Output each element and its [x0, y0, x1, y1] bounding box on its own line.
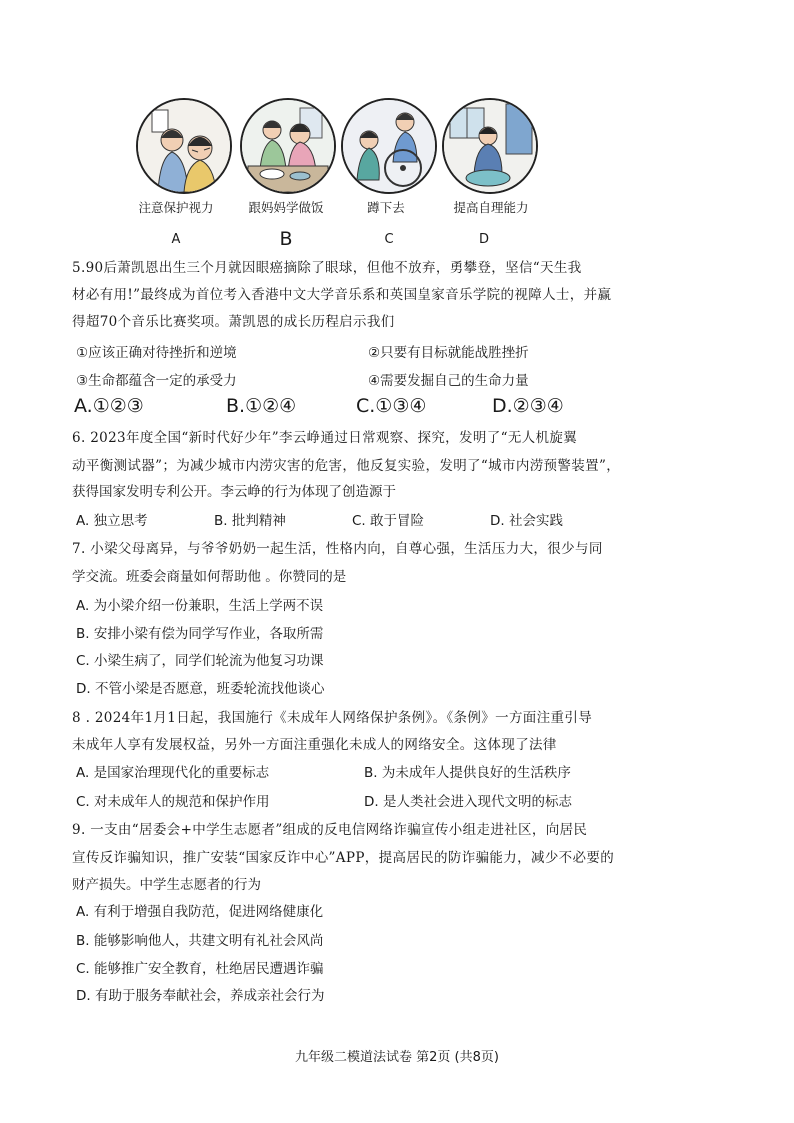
q6-option-b: B. 批判精神: [214, 513, 286, 529]
page-footer: 九年级二模道法试卷 第2页 (共8页): [295, 1050, 499, 1065]
picture-d-self-care: [442, 98, 538, 194]
q6-option-c: C. 敢于冒险: [352, 513, 425, 529]
picture-a-eye-protection: [136, 98, 232, 194]
q5-stem-line-2: 材必有用!”最终成为首位考入香港中文大学音乐系和英国皇家音乐学院的视障人士，并赢: [72, 287, 612, 303]
q9-stem-line-2: 宣传反诈骗知识，推广安装“国家反诈中心”APP，提高居民的防诈骗能力，减少不必要的: [72, 850, 615, 866]
picture-d-letter: D: [478, 232, 490, 247]
q6-stem-line-1: 6. 2023年度全国“新时代好少年”李云峥通过日常观察、探究，发明了“无人机旋翼: [72, 430, 578, 446]
q5-option-a: A.①②③: [74, 395, 144, 417]
q7-option-a: A. 为小梁介绍一份兼职，生活上学两不误: [76, 598, 324, 614]
picture-b-cooking: [240, 98, 336, 194]
q9-option-b: B. 能够影响他人，共建文明有礼社会风尚: [76, 933, 324, 949]
q5-option-b: B.①②④: [226, 395, 297, 417]
q8-option-b: B. 为未成年人提供良好的生活秩序: [364, 765, 571, 781]
q7-stem-line-2: 学交流。班委会商量如何帮助他 。你赞同的是: [72, 569, 347, 585]
q9-stem-line-3: 财产损失。中学生志愿者的行为: [72, 877, 261, 893]
q9-option-d: D. 有助于服务奉献社会，养成亲社会行为: [76, 988, 325, 1004]
q7-option-d: D. 不管小梁是否愿意，班委轮流找他谈心: [76, 681, 325, 697]
q6-stem-line-3: 获得国家发明专利公开。李云峥的行为体现了创造源于: [72, 484, 396, 500]
washing-clothes-illustration: [444, 100, 536, 192]
picture-a-caption: 注意保护视力: [138, 200, 214, 215]
q6-option-d: D. 社会实践: [490, 513, 563, 529]
q8-option-c: C. 对未成年人的规范和保护作用: [76, 794, 270, 810]
q9-option-a: A. 有利于增强自我防范，促进网络健康化: [76, 904, 324, 920]
q5-stem-line-1: 5.90后萧凯恩出生三个月就因眼癌摘除了眼球，但他不放弃，勇攀登，坚信“天生我: [72, 260, 582, 276]
q6-stem-line-2: 动平衡测试器”；为减少城市内涝灾害的危害，他反复实验，发明了“城市内涝预警装置”，: [72, 458, 621, 474]
q8-option-a: A. 是国家治理现代化的重要标志: [76, 765, 270, 781]
q7-option-b: B. 安排小梁有偿为同学写作业，各取所需: [76, 626, 324, 642]
q5-statement-3: ③生命都蕴含一定的承受力: [76, 373, 237, 389]
cooking-with-mother-illustration: [242, 100, 334, 192]
q5-statement-4: ④需要发掘自己的生命力量: [368, 373, 529, 389]
q8-stem-line-2: 未成年人享有发展权益，另外一方面注重强化未成人的网络安全。这体现了法律: [72, 737, 557, 753]
q9-option-c: C. 能够推广安全教育，杜绝居民遭遇诈骗: [76, 961, 324, 977]
picture-b-caption: 跟妈妈学做饭: [248, 200, 324, 215]
q8-stem-line-1: 8 . 2024年1月1日起，我国施行《未成年人网络保护条例》。《条例》一方面注重引导: [72, 710, 593, 726]
picture-c-letter: C: [384, 232, 394, 247]
picture-b-letter: B: [279, 228, 293, 250]
picture-a-letter: A: [171, 232, 181, 247]
q6-option-a: A. 独立思考: [76, 513, 148, 529]
girls-rubbing-eyes-illustration: [138, 100, 230, 192]
picture-c-crouching: [341, 98, 437, 194]
q7-option-c: C. 小梁生病了，同学们轮流为他复习功课: [76, 653, 324, 669]
q5-option-d: D.②③④: [492, 395, 564, 417]
q8-option-d: D. 是人类社会进入现代文明的标志: [364, 794, 572, 810]
q5-statement-2: ②只要有目标就能战胜挫折: [368, 345, 529, 361]
q9-stem-line-1: 9. 一支由“居委会+中学生志愿者”组成的反电信网络诈骗宣传小组走进社区，向居民: [72, 822, 588, 838]
q5-statement-1: ①应该正确对待挫折和逆境: [76, 345, 237, 361]
q5-stem-line-3: 得超70个音乐比赛奖项。萧凯恩的成长历程启示我们: [72, 314, 395, 330]
q7-stem-line-1: 7. 小梁父母离异，与爷爷奶奶一起生活，性格内向，自尊心强，生活压力大，很少与同: [72, 541, 603, 557]
picture-c-caption: 蹲下去: [367, 200, 405, 215]
q5-option-c: C.①③④: [356, 395, 427, 417]
crouching-to-wheelchair-user-illustration: [343, 100, 435, 192]
picture-d-caption: 提高自理能力: [453, 200, 529, 215]
